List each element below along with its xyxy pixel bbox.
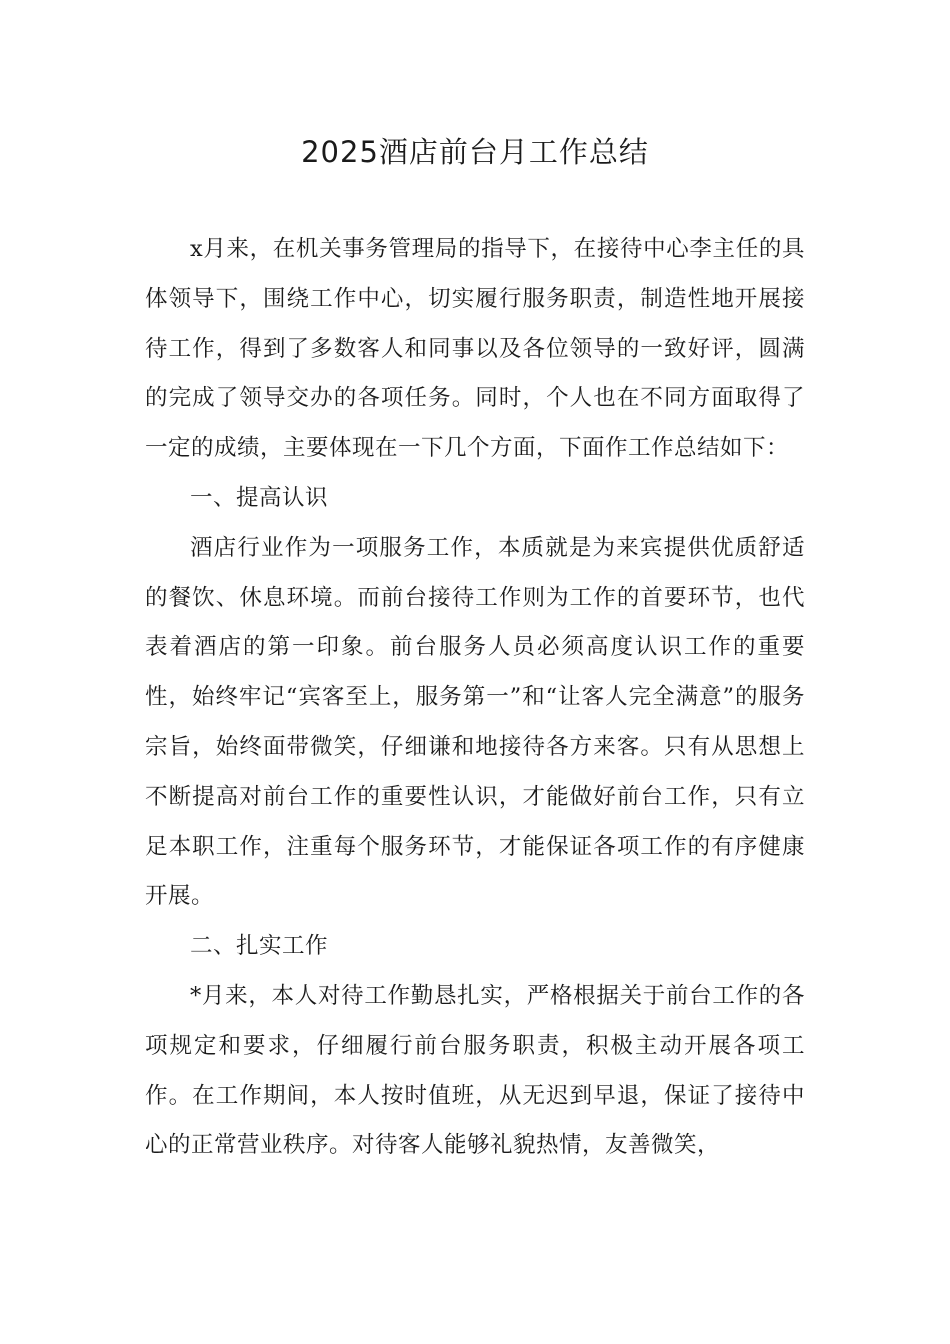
section-1-paragraph: 酒店行业作为一项服务工作，本质就是为来宾提供优质舒适的餐饮、休息环境。而前台接待工作则为工作的首要环节，也代表着酒店的第一印象。前台服务人员必须高度认识工作的重要性，始终牢记“宾客至上，服务第一”和“让客人完全满意”的服务宗旨，始终面带微笑，仔细谦和地接待各方来客。只有从思想上不断提高对前台工作的重要性认识，才能做好前台工作，只有立足本职工作，注重每个服务环节，才能保证各项工作的有序健康开展。 [145,534,805,910]
document-title: 2025酒店前台月工作总结 [301,135,649,169]
section-2-heading: 二、扎实工作 [190,933,329,960]
intro-paragraph: x月来，在机关事务管理局的指导下，在接待中心李主任的具体领导下，围绕工作中心，切实履行服务职责，制造性地开展接待工作，得到了多数客人和同事以及各位领导的一致好评，圆满的完成了领导交办的各项任务。同时，个人也在不同方面取得了一定的成绩，主要体现在一下几个方面，下面作工作总结如下： [145,236,805,462]
document-body [145,225,805,1171]
section-1-heading: 一、提高认识 [190,484,329,511]
section-2-paragraph: *月来，本人对待工作勤恳扎实，严格根据关于前台工作的各项规定和要求，仔细履行前台服务职责，积极主动开展各项工作。在工作期间，本人按时值班，从无迟到早退，保证了接待中心的正常营业秩序。对待客人能够礼貌热情，友善微笑， [145,982,805,1159]
